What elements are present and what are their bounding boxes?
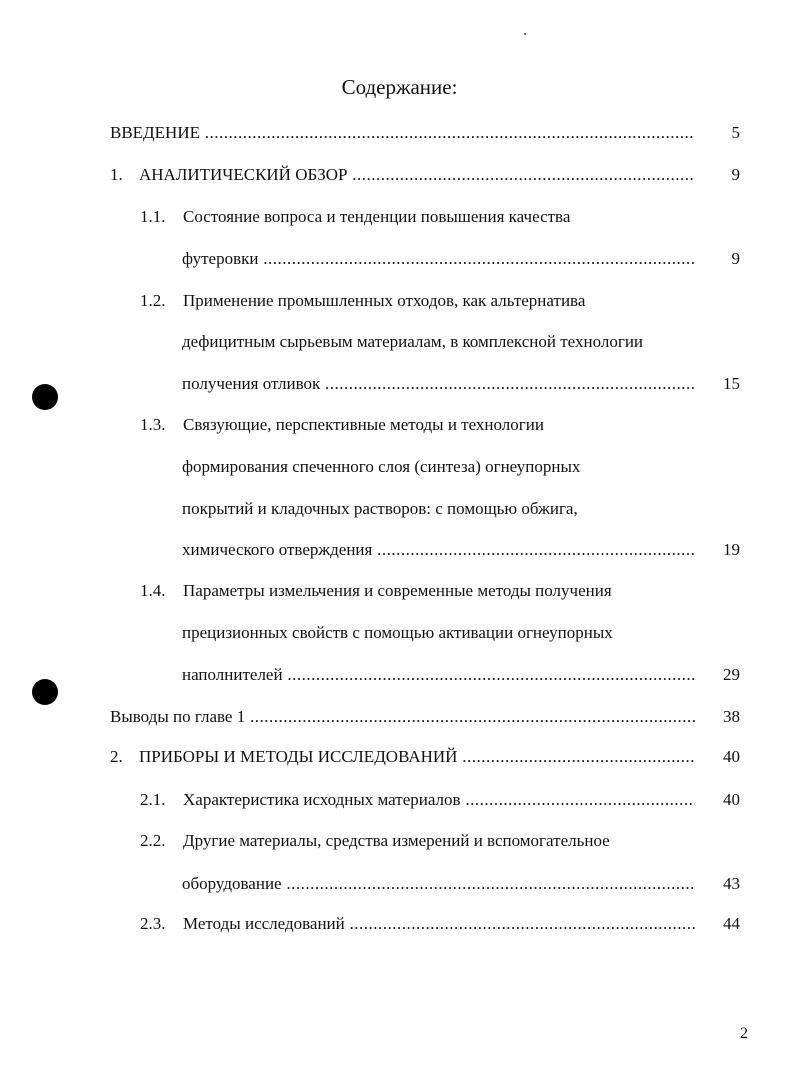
toc-entry-1-3-continued[interactable]	[182, 497, 740, 521]
toc-entry-2-1[interactable]	[140, 788, 740, 812]
toc-entry-title: Выводы по главе 1 .....	[110, 705, 695, 729]
toc-entry-page: 29	[700, 663, 740, 687]
toc-entry-chapter-1-conclusions[interactable]	[110, 705, 740, 729]
toc-entry-title-line: Другие материалы, средства измерений и вспомогательное	[183, 831, 610, 850]
binder-hole-mark	[32, 384, 58, 410]
toc-entry-number: 2.	[110, 747, 123, 766]
toc-entry-title-line: Применение промышленных отходов, как альтернатива	[183, 291, 586, 310]
toc-entry-page: 43	[700, 872, 740, 896]
toc-entry-page: 40	[700, 788, 740, 812]
toc-entry-title-line: Параметры измельчения и современные методы получения	[183, 581, 612, 600]
toc-entry-page: 5	[700, 121, 740, 145]
toc-entry-title: АНАЛИТИЧЕСКИЙ ОБЗОР .....	[139, 163, 695, 187]
toc-entry-page: 9	[700, 163, 740, 187]
toc-entry-number: 2.3.	[140, 914, 166, 933]
toc-entry-number: 1.2.	[140, 291, 166, 310]
toc-entry-number: 2.1.	[140, 790, 166, 809]
scan-speck	[524, 33, 526, 35]
toc-entry-2-2[interactable]	[140, 829, 740, 853]
toc-entry-1-4[interactable]	[140, 579, 740, 603]
toc-entry-title-line: Состояние вопроса и тенденции повышения качества	[183, 207, 571, 226]
toc-entry-title-line: наполнителей .....	[182, 663, 695, 687]
toc-entry-number: 1.3.	[140, 415, 166, 434]
toc-entry-title-line: оборудование .....	[182, 872, 695, 896]
toc-entry-title: ВВЕДЕНИЕ .....	[110, 121, 695, 145]
toc-entry-1-4-continued[interactable]	[182, 621, 740, 645]
toc-entry-1-3[interactable]	[140, 413, 740, 437]
toc-entry-1-2-continued[interactable]	[182, 372, 740, 396]
toc-entry-title-line: покрытий и кладочных растворов: с помощью обжига,	[182, 499, 578, 518]
toc-entry-page: 44	[700, 912, 740, 936]
toc-entry-title-line: Связующие, перспективные методы и технологии	[183, 415, 544, 434]
toc-entry-chapter-1[interactable]	[110, 163, 740, 187]
toc-entry-title-line: прецизионных свойств с помощью активации огнеупорных	[182, 623, 613, 642]
toc-entry-introduction[interactable]	[110, 121, 740, 145]
toc-entry-chapter-2[interactable]	[110, 745, 740, 769]
toc-entry-1-2-continued[interactable]	[182, 330, 740, 354]
toc-entry-number: 2.2.	[140, 831, 166, 850]
toc-entry-1-2[interactable]	[140, 289, 740, 313]
toc-entry-title-line: химического отверждения .....	[182, 538, 695, 562]
toc-entry-title: ПРИБОРЫ И МЕТОДЫ ИССЛЕДОВАНИЙ .....	[139, 745, 695, 769]
toc-entry-title: Методы исследований .....	[183, 912, 695, 936]
toc-entry-1-3-continued[interactable]	[182, 455, 740, 479]
page-number: 2	[740, 1025, 748, 1042]
toc-entry-number: 1.4.	[140, 581, 166, 600]
toc-entry-1-4-continued[interactable]	[182, 663, 740, 687]
toc-entry-number: 1.	[110, 165, 123, 184]
toc-entry-title-line: формирования спеченного слоя (синтеза) огнеупорных	[182, 457, 581, 476]
toc-entry-page: 19	[700, 538, 740, 562]
toc-entry-title: Характеристика исходных материалов .....	[183, 788, 695, 812]
binder-hole-mark	[32, 679, 58, 705]
toc-entry-page: 15	[700, 372, 740, 396]
toc-entry-2-2-continued[interactable]	[182, 872, 740, 896]
toc-entry-1-1[interactable]	[140, 205, 740, 229]
toc-entry-page: 9	[700, 247, 740, 271]
toc-entry-page: 40	[700, 745, 740, 769]
toc-entry-1-1-continued[interactable]	[182, 247, 740, 271]
toc-entry-2-3[interactable]	[140, 912, 740, 936]
toc-entry-number: 1.1.	[140, 207, 166, 226]
toc-entry-title-line: футеровки .....	[182, 247, 695, 271]
toc-entry-1-3-continued[interactable]	[182, 538, 740, 562]
toc-title: Содержание:	[341, 75, 458, 99]
toc-entry-page: 38	[700, 705, 740, 729]
toc-entry-title-line: получения отливок .....	[182, 372, 695, 396]
toc-entry-title-line: дефицитным сырьевым материалам, в комплексной технологии	[182, 332, 644, 351]
